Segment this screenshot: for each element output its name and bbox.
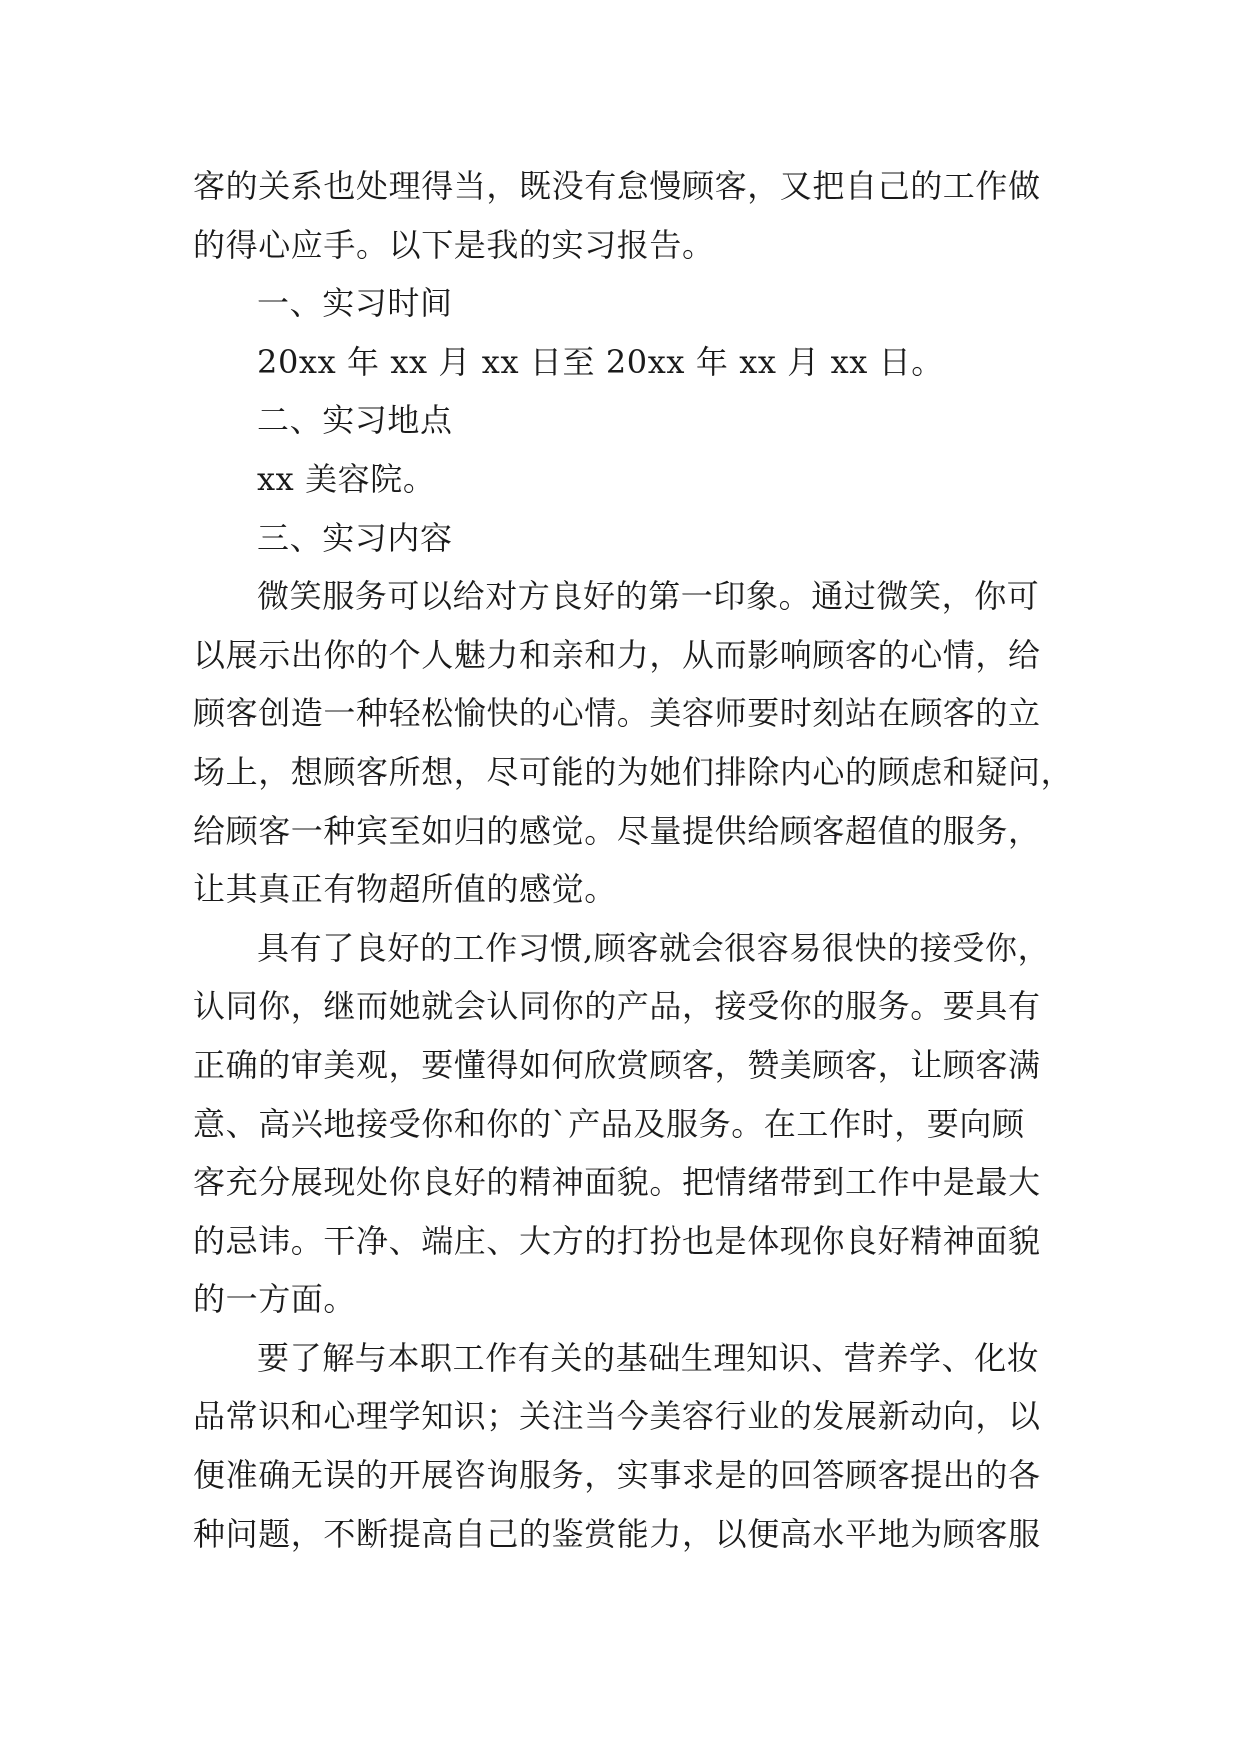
text-line: xx 美容院。 — [257, 459, 436, 498]
body-text — [193, 157, 1073, 1563]
text-line: 意、高兴地接受你和你的`产品及服务。在工作时，要向顾 — [193, 1104, 1025, 1143]
text-line: 的得心应手。以下是我的实习报告。 — [193, 225, 715, 264]
text-line: 给顾客一种宾至如归的感觉。尽量提供给顾客超值的服务， — [193, 811, 1041, 850]
section-heading: 一、实习时间 — [257, 284, 453, 323]
text-line: 20xx 年 xx 月 xx 日至 20xx 年 xx 月 xx 日。 — [257, 342, 944, 381]
section-heading: 二、实习地点 — [257, 401, 453, 440]
text-line: 要了解与本职工作有关的基础生理知识、营养学、化妆 — [257, 1338, 1040, 1377]
text-line: 便准确无误的开展咨询服务，实事求是的回答顾客提出的各 — [193, 1456, 1041, 1495]
text-line: 微笑服务可以给对方良好的第一印象。通过微笑，你可 — [257, 577, 1040, 616]
text-line: 种问题，不断提高自己的鉴赏能力，以便高水平地为顾客服 — [193, 1514, 1041, 1553]
text-line: 场上，想顾客所想，尽可能的为她们排除内心的顾虑和疑问， — [193, 752, 1074, 791]
text-line: 的忌讳。干净、端庄、大方的打扮也是体现你良好精神面貌 — [193, 1221, 1041, 1260]
section-heading: 三、实习内容 — [257, 518, 453, 557]
text-line: 顾客创造一种轻松愉快的心情。美容师要时刻站在顾客的立 — [193, 694, 1041, 733]
text-line: 以展示出你的个人魅力和亲和力，从而影响顾客的心情，给 — [193, 635, 1041, 674]
text-line: 具有了良好的工作习惯,顾客就会很容易很快的接受你， — [257, 928, 1051, 967]
text-line: 客的关系也处理得当，既没有怠慢顾客，又把自己的工作做 — [193, 167, 1041, 205]
text-line: 认同你，继而她就会认同你的产品，接受你的服务。要具有 — [193, 987, 1041, 1026]
text-line: 让其真正有物超所值的感觉。 — [193, 870, 617, 909]
text-line: 的一方面。 — [193, 1280, 357, 1319]
text-line: 品常识和心理学知识；关注当今美容行业的发展新动向，以 — [193, 1397, 1041, 1436]
text-line: 客充分展现处你良好的精神面貌。把情绪带到工作中是最大 — [193, 1163, 1041, 1202]
text-line: 正确的审美观，要懂得如何欣赏顾客，赞美顾客，让顾客满 — [193, 1045, 1041, 1084]
